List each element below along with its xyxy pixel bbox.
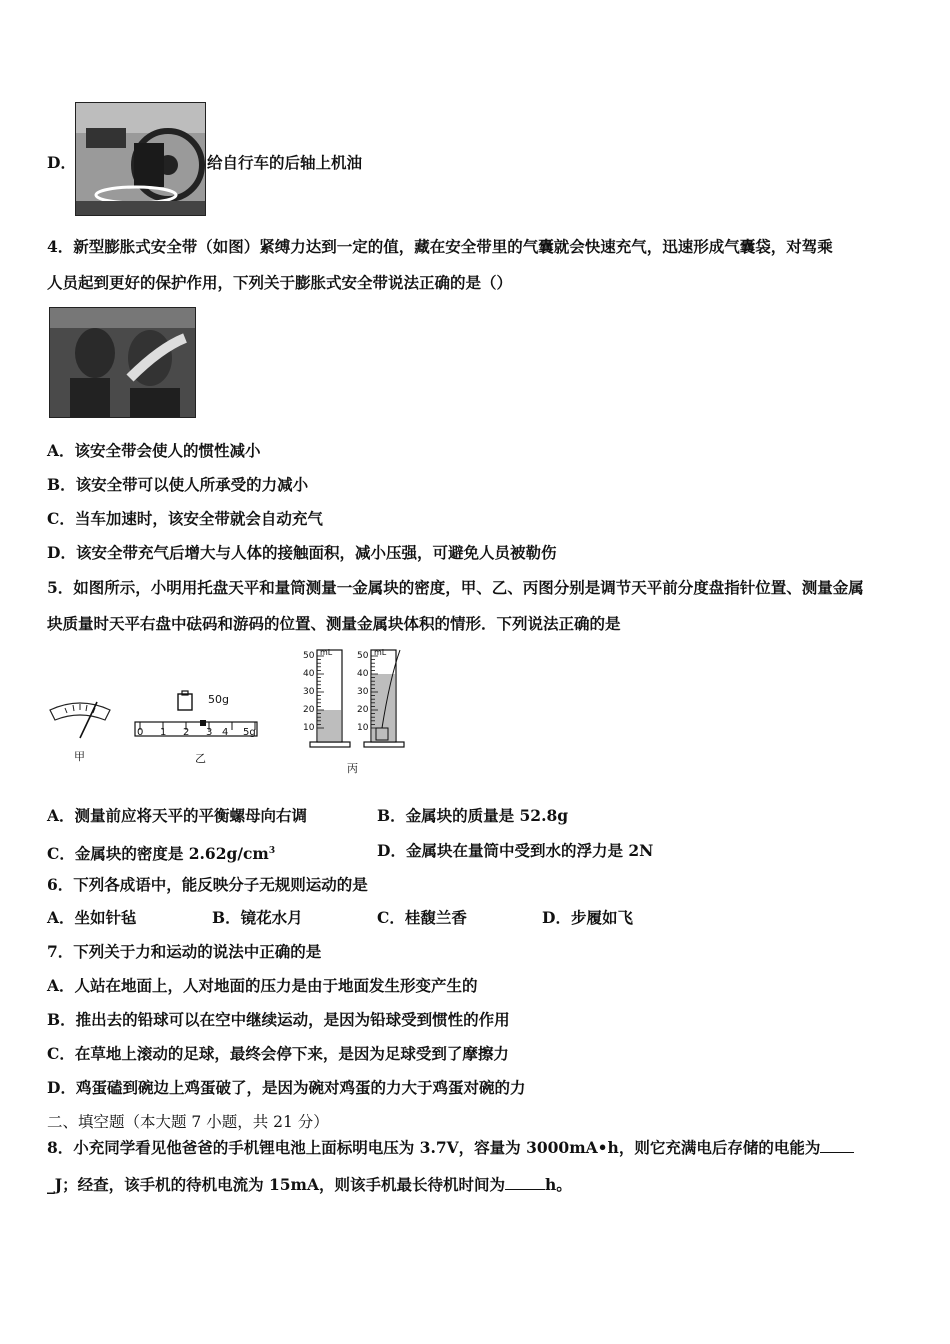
rider-indicator bbox=[200, 720, 206, 726]
q5-stem-line2: 块质量时天平右盘中砝码和游码的位置、测量金属块体积的情形．下列说法正确的是 bbox=[47, 614, 621, 633]
bicycle-photo-drawing bbox=[76, 103, 205, 215]
q7-option-b: B．推出去的铅球可以在空中继续运动，是因为铅球受到惯性的作用 bbox=[47, 1010, 510, 1029]
q4-option-d: D．该安全带充气后增大与人体的接触面积，减小压强，可避免人员被勒伤 bbox=[47, 543, 557, 562]
fig-bing-cylinders bbox=[300, 648, 410, 758]
q6-stem: 6．下列各成语中，能反映分子无规则运动的是 bbox=[47, 875, 368, 894]
q7-stem: 7．下列关于力和运动的说法中正确的是 bbox=[47, 942, 322, 961]
ruler-tick-5g: 5g bbox=[243, 727, 256, 738]
cyl-right-tick-40: 40 bbox=[357, 669, 369, 679]
fig-jia-dial bbox=[45, 698, 115, 743]
cyl-left-tick-20: 20 bbox=[303, 705, 315, 715]
q4-option-c: C．当车加速时，该安全带就会自动充气 bbox=[47, 509, 323, 528]
q6-option-d: D．步履如飞 bbox=[542, 908, 633, 927]
q7-option-a: A．人站在地面上，人对地面的压力是由于地面发生形变产生的 bbox=[47, 976, 478, 995]
cylinder-right bbox=[364, 650, 404, 747]
water-level-left bbox=[318, 710, 341, 741]
seatbelt-photo bbox=[49, 307, 196, 418]
water-level-right bbox=[372, 674, 395, 741]
seatbelt-photo-drawing bbox=[50, 308, 195, 417]
q8-line1-text: 8．小充同学看见他爸爸的手机锂电池上面标明电压为 3.7V，容量为 3000mA•h，则它充满电后存储的电能为 bbox=[47, 1138, 821, 1157]
q4-option-a: A．该安全带会使人的惯性减小 bbox=[47, 441, 261, 460]
ruler-tick-4: 4 bbox=[222, 727, 229, 738]
ruler-tick-1: 1 bbox=[160, 727, 167, 738]
cyl-left-unit: mL bbox=[320, 648, 333, 657]
fig-yi-caption: 乙 bbox=[195, 752, 206, 765]
q8-line1 bbox=[47, 1138, 854, 1158]
cyl-left-tick-40: 40 bbox=[303, 669, 315, 679]
q8-line2-text-b: h。 bbox=[544, 1175, 572, 1194]
q8-line2 bbox=[47, 1175, 572, 1195]
ruler-tick-0: 0 bbox=[137, 727, 144, 738]
q4-stem-line2: 人员起到更好的保护作用，下列关于膨胀式安全带说法正确的是（） bbox=[47, 273, 513, 292]
q4-stem-line1: 4．新型膨胀式安全带（如图）紧缚力达到一定的值，藏在安全带里的气囊就会快速充气，迅速形成气囊袋，对驾乘 bbox=[47, 237, 833, 256]
q5-option-d: D．金属块在量筒中受到水的浮力是 2N bbox=[377, 841, 654, 860]
ruler-minor-ticks bbox=[140, 722, 255, 730]
q8-line2-text-a: _J；经查，该手机的待机电流为 15mA，则该手机最长待机时间为 bbox=[47, 1175, 505, 1194]
cyl-left-tick-30: 30 bbox=[303, 687, 315, 697]
q7-option-c: C．在草地上滚动的足球，最终会停下来，是因为足球受到了摩擦力 bbox=[47, 1044, 509, 1063]
q4-option-b: B．该安全带可以使人所承受的力减小 bbox=[47, 475, 309, 494]
q8-blank-time[interactable] bbox=[505, 1175, 545, 1190]
q8-blank-energy[interactable] bbox=[820, 1138, 854, 1153]
cyl-left-tick-10: 10 bbox=[303, 723, 315, 733]
cyl-right-unit: mL bbox=[374, 648, 387, 657]
q5-option-c-sup: 3 bbox=[268, 846, 276, 856]
cyl-right-tick-50: 50 bbox=[357, 651, 369, 661]
cyl-left-tick-50: 50 bbox=[303, 651, 315, 661]
cyl-right-tick-30: 30 bbox=[357, 687, 369, 697]
q5-option-c-text: C．金属块的密度是 2.62g/cm bbox=[47, 844, 269, 864]
cyl-right-tick-20: 20 bbox=[357, 705, 369, 715]
cyl-right-tick-10: 10 bbox=[357, 723, 369, 733]
q5-stem-line1: 5．如图所示，小明用托盘天平和量筒测量一金属块的密度，甲、乙、丙图分别是调节天平前分度盘指针位置、测量金属 bbox=[47, 578, 864, 597]
q6-option-c: C．桂馥兰香 bbox=[377, 908, 467, 927]
cylinder-left bbox=[310, 650, 350, 747]
q3-option-d-label: D． bbox=[47, 153, 76, 172]
ruler-tick-2: 2 bbox=[183, 727, 190, 738]
q5-option-a: A．测量前应将天平的平衡螺母向右调 bbox=[47, 806, 308, 825]
ruler-tick-3: 3 bbox=[206, 727, 213, 738]
bicycle-photo bbox=[75, 102, 206, 216]
q5-option-c bbox=[47, 841, 275, 864]
weight-label: 50g bbox=[208, 693, 229, 706]
fig-bing-caption: 丙 bbox=[347, 762, 358, 775]
q6-option-a: A．坐如针毡 bbox=[47, 908, 137, 927]
q7-option-d: D．鸡蛋磕到碗边上鸡蛋破了，是因为碗对鸡蛋的力大于鸡蛋对碗的力 bbox=[47, 1078, 526, 1097]
q3-option-d-text: 给自行车的后轴上机油 bbox=[207, 153, 363, 172]
q5-option-b: B．金属块的质量是 52.8g bbox=[377, 806, 569, 825]
fig-jia-caption: 甲 bbox=[74, 750, 85, 763]
q6-option-b: B．镜花水月 bbox=[212, 908, 303, 927]
section2-heading: 二、填空题（本大题 7 小题，共 21 分） bbox=[47, 1113, 329, 1131]
q3-option-d bbox=[47, 153, 363, 173]
